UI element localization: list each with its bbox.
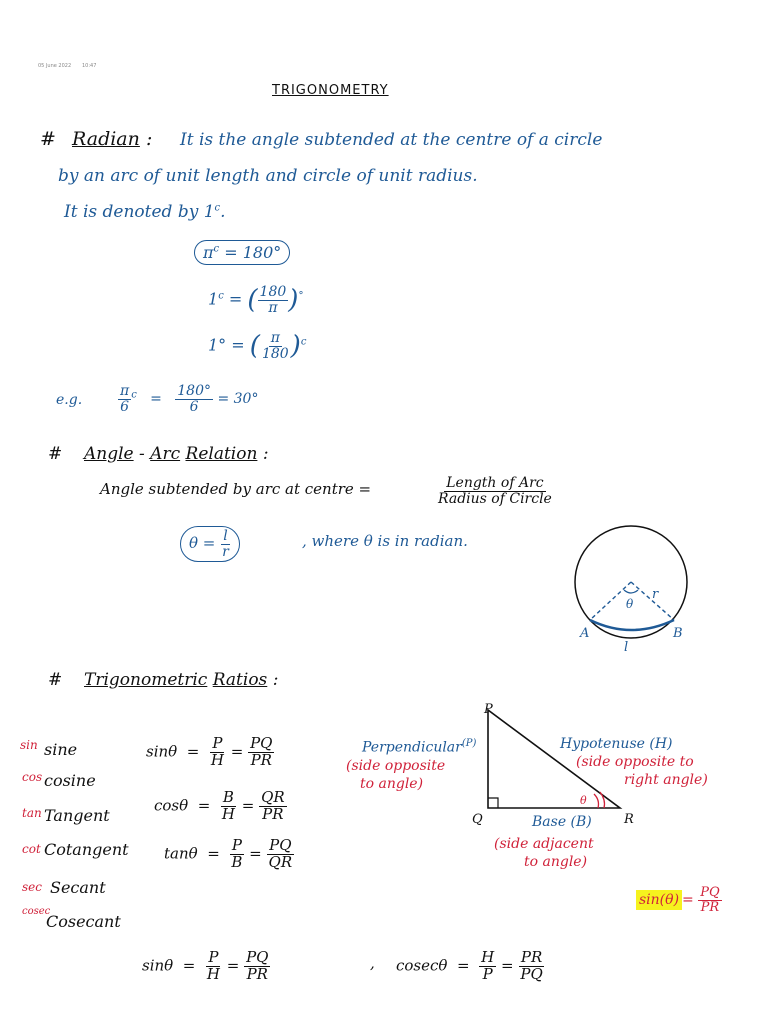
highlight-sin: sin(θ) = $\frac{PQ}{PR}$ bbox=[636, 886, 722, 914]
name-cosine: cosine bbox=[44, 771, 96, 790]
circle-point-a: A bbox=[580, 626, 590, 641]
triangle-theta: θ bbox=[580, 794, 587, 807]
radian-colon: : bbox=[146, 128, 153, 150]
arc-formula-fraction: $\frac{\text{Length of Arc}}{\text{Radius of Circle}}$ bbox=[438, 475, 552, 507]
bottom-comma: , bbox=[370, 954, 375, 972]
radius-left bbox=[590, 582, 631, 620]
abbr-sin: sin bbox=[20, 738, 38, 752]
abbr-cos: cos bbox=[22, 770, 43, 784]
base-note-line1: (side adjacent bbox=[494, 836, 594, 852]
radian-eq2: 1$^c$ = ( $\frac{180}{\pi}$ )° bbox=[208, 284, 304, 316]
right-angle-mark bbox=[488, 798, 498, 808]
bottom-sin: sinθ = $\frac{P}{H}$ = $\frac{PQ}{PR}$ bbox=[142, 948, 269, 983]
example-label: e.g. bbox=[56, 392, 83, 408]
example-eq: $\frac{\pi}{6}$ $^c$ = $\frac{180^\circ}{6}$ = 30° bbox=[120, 383, 259, 415]
circle-point-b: B bbox=[673, 626, 683, 641]
radian-hash: # bbox=[40, 128, 56, 150]
page-title: TRIGONOMETRY bbox=[272, 83, 389, 98]
arc-heading: Angle - Arc Relation : bbox=[84, 444, 269, 464]
radian-eq-boxed: $\pi^c = 180^\circ$ bbox=[194, 240, 290, 265]
base-note-line2: to angle) bbox=[524, 854, 588, 870]
name-cosecant: Cosecant bbox=[46, 912, 121, 931]
angle-mark bbox=[624, 590, 638, 593]
perp-note-line1: (side opposite bbox=[346, 758, 446, 774]
arc-hash: # bbox=[48, 444, 63, 464]
name-cotangent: Cotangent bbox=[44, 840, 129, 859]
radian-def-line1: It is the angle subtended at the centre of a circle bbox=[180, 130, 603, 150]
theta-where-note: , where θ is in radian. bbox=[302, 532, 468, 550]
name-sine: sine bbox=[44, 740, 78, 759]
note-time: 10:47 bbox=[82, 63, 97, 69]
radian-def-line3: It is denoted by 1$^c$. bbox=[64, 202, 226, 222]
abbr-tan: tan bbox=[22, 806, 42, 820]
ratios-heading: Trigonometric Ratios : bbox=[84, 670, 279, 690]
arc-formula-lhs: Angle subtended by arc at centre = bbox=[100, 480, 372, 498]
abbr-cot: cot bbox=[22, 842, 41, 856]
theta-formula-boxed: θ = $\frac{l}{r}$ bbox=[180, 526, 240, 562]
label-hypotenuse: Hypotenuse (H) bbox=[560, 736, 673, 752]
angle-arc-1 bbox=[594, 794, 599, 808]
name-secant: Secant bbox=[50, 878, 106, 897]
radian-def-line2: by an arc of unit length and circle of unit radius. bbox=[58, 166, 478, 186]
abbr-cosec: cosec bbox=[22, 906, 51, 917]
sin-ratio: sinθ = $\frac{P}{H}$ = $\frac{PQ}{PR}$ bbox=[146, 734, 273, 769]
circle-r-label: r bbox=[652, 587, 659, 602]
tan-ratio: tanθ = $\frac{P}{B}$ = $\frac{PQ}{QR}$ bbox=[164, 836, 293, 871]
cos-ratio: cosθ = $\frac{B}{H}$ = $\frac{QR}{PR}$ bbox=[154, 788, 285, 823]
vertex-q: Q bbox=[472, 812, 483, 827]
circle-theta-label: θ bbox=[626, 597, 634, 611]
label-perpendicular: Perpendicular$^{(P)}$ bbox=[362, 738, 477, 756]
label-base: Base (B) bbox=[532, 814, 592, 830]
circle-arc-l: l bbox=[624, 640, 629, 655]
ratios-hash: # bbox=[48, 670, 63, 690]
perp-note-line2: to angle) bbox=[360, 776, 424, 792]
hyp-note-line1: (side opposite to bbox=[576, 754, 694, 770]
radian-heading: Radian bbox=[72, 128, 140, 150]
name-tangent: Tangent bbox=[44, 806, 110, 825]
radian-eq3: 1° = ( $\frac{\pi}{180}$ )$^c$ bbox=[208, 330, 307, 362]
vertex-r: R bbox=[624, 812, 634, 827]
circle-diagram bbox=[560, 520, 710, 660]
hyp-note-line2: right angle) bbox=[624, 772, 708, 788]
vertex-p: P bbox=[484, 702, 493, 717]
abbr-sec: sec bbox=[22, 880, 42, 894]
bottom-cosec: cosecθ = $\frac{H}{P}$ = $\frac{PR}{PQ}$ bbox=[396, 948, 543, 983]
note-date: 05 June 2022 bbox=[38, 63, 72, 69]
